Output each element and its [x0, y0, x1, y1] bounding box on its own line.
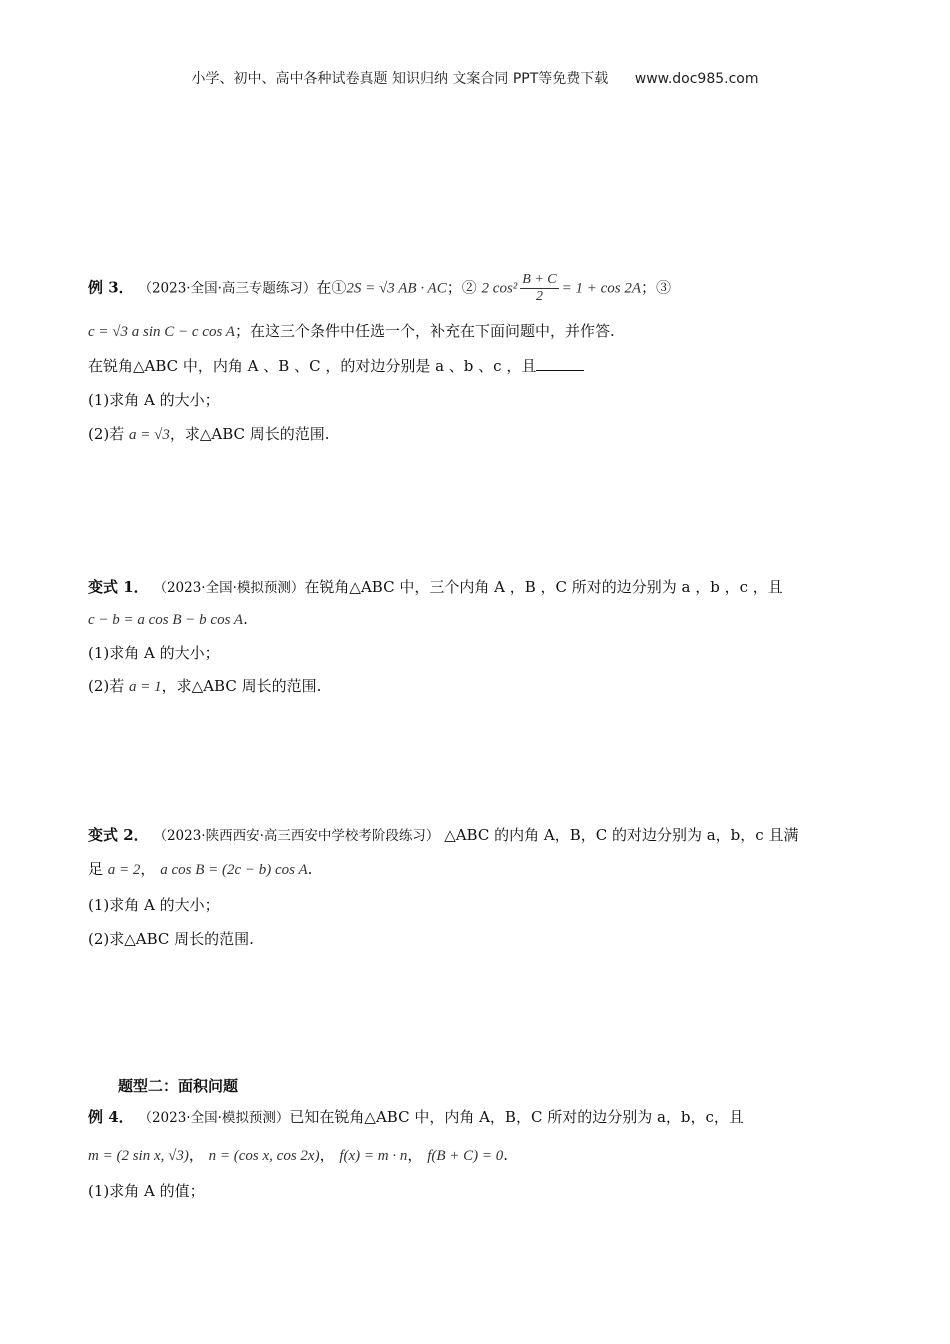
section-title: 题型二：面积问题	[118, 1077, 239, 1095]
ex4-q1: (1)求角 A 的值；	[88, 1182, 205, 1200]
var1-eq: c − b = a cos B − b cos A	[88, 612, 244, 628]
var1-source: （2023·全国·模拟预测）	[153, 580, 305, 596]
ex3-label: 例 3．	[88, 278, 134, 297]
ex4-n-def: n = (cos x, cos 2x)	[208, 1148, 320, 1164]
ex3-line1	[88, 272, 671, 305]
var2-line2-end: .	[307, 860, 313, 878]
ex3-source: （2023·全国·高三专题练习）	[138, 280, 317, 297]
ex3-cond3: c = √3 a sin C − c cos A	[88, 324, 235, 340]
var1-q1: (1)求角 A 的大小；	[88, 644, 220, 662]
header-text: 小学、初中、高中各种试卷真题 知识归纳 文案合同 PPT等免费下载	[191, 71, 609, 87]
var1-q2	[88, 675, 321, 698]
ex4-sep-2: ，	[319, 1146, 335, 1164]
header-url[interactable]: www.doc985.com	[634, 71, 759, 87]
var2-line2-math2: a cos B = (2c − b) cos A	[160, 862, 308, 878]
var1-line1	[88, 576, 783, 599]
ex3-sep2: ；③	[641, 278, 672, 297]
ex4-line1	[88, 1106, 744, 1129]
var2-text: △ABC 的内角 A，B，C 的对边分别为 a，b，c 且满	[444, 826, 799, 844]
ex3-q1: (1)求角 A 的大小；	[88, 391, 220, 409]
ex3-line3	[88, 355, 584, 377]
ex4-m-def: m = (2 sin x, √3)	[88, 1148, 189, 1164]
ex3-line2-text: ；在这三个条件中任选一个，补充在下面问题中，并作答.	[234, 322, 615, 340]
var2-q2: (2)求△ABC 周长的范围.	[88, 930, 254, 948]
var2-source: （2023·陕西西安·高三西安中学校考阶段练习）	[153, 828, 440, 844]
ex3-q2-post: ，求△ABC 周长的范围.	[169, 425, 330, 443]
var1-text: 在锐角△ABC 中，三个内角 A ，B ，C 所对的边分别为 a ，b ，c ，且	[304, 578, 783, 596]
var2-line2-math1: a = 2	[107, 862, 141, 878]
ex4-text: 已知在锐角△ABC 中，内角 A，B，C 所对的边分别为 a，b，c，且	[289, 1108, 744, 1126]
page-header	[0, 68, 950, 88]
ex3-line2	[88, 320, 615, 343]
var1-q2-math: a = 1	[129, 679, 162, 695]
var1-label: 变式 1．	[88, 578, 149, 596]
answer-blank[interactable]	[536, 356, 584, 371]
ex3-q2-pre: (2)若	[88, 425, 125, 443]
var2-line1	[88, 824, 798, 847]
ex4-line2	[88, 1144, 508, 1167]
var1-eq-end: .	[243, 610, 248, 628]
ex3-q2-math: a = √3	[129, 427, 170, 443]
var1-line2	[88, 608, 248, 631]
var2-q1: (1)求角 A 的大小；	[88, 896, 220, 914]
ex3-intro: 在①	[316, 278, 347, 297]
ex3-cond1: 2S = √3 AB · AC	[346, 280, 447, 297]
ex4-end: .	[503, 1146, 509, 1164]
ex3-sep1: ；②	[446, 278, 477, 297]
var2-line2-sep: ，	[140, 860, 156, 878]
ex4-f-cond: f(B + C) = 0	[427, 1148, 504, 1164]
var1-q2-post: ，求△ABC 周长的范围.	[161, 677, 322, 695]
var2-line2	[88, 858, 312, 881]
frac-numerator: B + C	[522, 272, 557, 287]
ex4-sep-3: ，	[407, 1146, 423, 1164]
ex3-cond2-pre: 2 cos²	[481, 280, 518, 297]
frac-denominator: 2	[535, 289, 543, 304]
ex3-cond2-post: = 1 + cos 2A	[561, 280, 642, 297]
ex4-label: 例 4．	[88, 1108, 134, 1126]
ex4-source: （2023·全国·模拟预测）	[138, 1110, 290, 1126]
ex3-line3-text: 在锐角△ABC 中，内角 A 、B 、C ，的对边分别是 a 、b 、c ，且	[88, 357, 537, 375]
ex4-f-def: f(x) = m · n	[339, 1148, 408, 1164]
ex4-sep-1: ，	[188, 1146, 204, 1164]
ex3-q2	[88, 423, 330, 446]
var2-line2-pre: 足	[88, 860, 104, 878]
var1-q2-pre: (2)若	[88, 677, 125, 695]
var2-label: 变式 2．	[88, 826, 149, 844]
ex3-cond2-frac	[520, 272, 558, 305]
